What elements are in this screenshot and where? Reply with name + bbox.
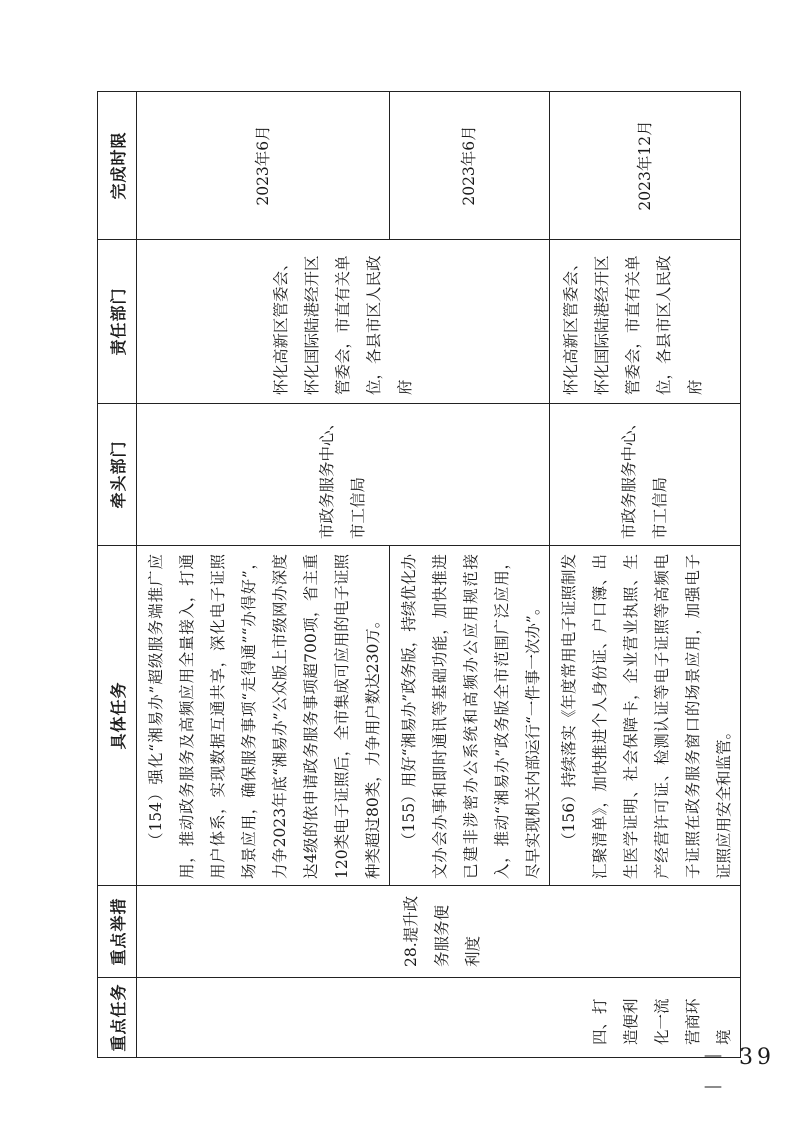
lead-dept-cell-top [137,404,550,546]
lead-dept-cell-156 [550,404,741,546]
deadline-cell-155 [390,92,550,240]
task-cell-155 [390,546,550,886]
header-specific-task: 具体任务 [98,546,137,886]
header-key-task: 重点任务 [98,978,137,1058]
key-task-text: 四、打造便利化一流营商环境 [591,998,733,1045]
resp-dept-cell-top [137,240,550,404]
header-deadline: 完成时限 [98,92,137,240]
resp-dept-text-156: 怀化高新区管委会、怀化国际陆港经开区管委会，市直有关单位，各县市区人民政府 [562,255,704,395]
header-resp-dept: 责任部门 [98,240,137,404]
deadline-cell-156 [550,92,741,240]
deadline-text-156: 2023年12月 [635,120,654,211]
task-text-155: （155）用好“湘易办”政务版，持续优化办文办会办事和即时通讯等基础功能，加快推进已建非涉密办公系统和高频办公应用规范接入，推动“湘易办”政务版全市范围广泛应用，尽早实现机关内部运行“一件事一次办”。 [400,554,542,879]
task-cell-154 [137,546,390,886]
key-measure-text: 28.提升政务服务便利度 [402,895,482,967]
key-task-cell [137,978,741,1058]
rotated-table-container [97,92,733,1058]
task-table [97,91,741,1058]
header-key-measure: 重点举措 [98,886,137,978]
resp-dept-text-top: 怀化高新区管委会、怀化国际陆港经开区管委会，市直有关单位，各县市区人民政府 [271,255,414,395]
lead-dept-text-top: 市政务服务中心、市工信局 [318,414,367,539]
table-row [137,92,390,1058]
header-lead-dept: 牵头部门 [98,404,137,546]
page-number: － 39 － [702,1045,775,1101]
deadline-text-155: 2023年6月 [460,125,478,206]
task-text-156: （156）持续落实《年度常用电子证照制发汇聚清单》，加快推进个人身份证、户口簿、出生医学证明、社会保障卡，企业营业执照、生产经营许可证、检测认证等电子证照等高频电子证照在政务服务窗口的场景应用，加强电子证照应用安全和监管。 [560,554,733,879]
deadline-text-154: 2023年6月 [253,125,272,206]
table-header-row [98,92,137,1058]
lead-dept-text-156: 市政务服务中心、市工信局 [620,414,669,539]
task-cell-156 [550,546,741,886]
key-measure-cell [137,886,741,978]
resp-dept-cell-156 [550,240,741,404]
deadline-cell-154 [137,92,390,240]
task-text-154: （154）强化“湘易办”超级服务端推广应用，推动政务服务及高频应用全量接入，打通用户体系，实现数据互通共享，深化电子证照场景应用，确保服务事项“走得通”“办得好”，力争2023年底“湘易办”公众版上市级网办深度达4级的依申请政务服务事项超700项，省主重120类电子证照后，全市集成可应用的电子证照种类超过80类，力争用户数达230万。 [147,554,382,879]
